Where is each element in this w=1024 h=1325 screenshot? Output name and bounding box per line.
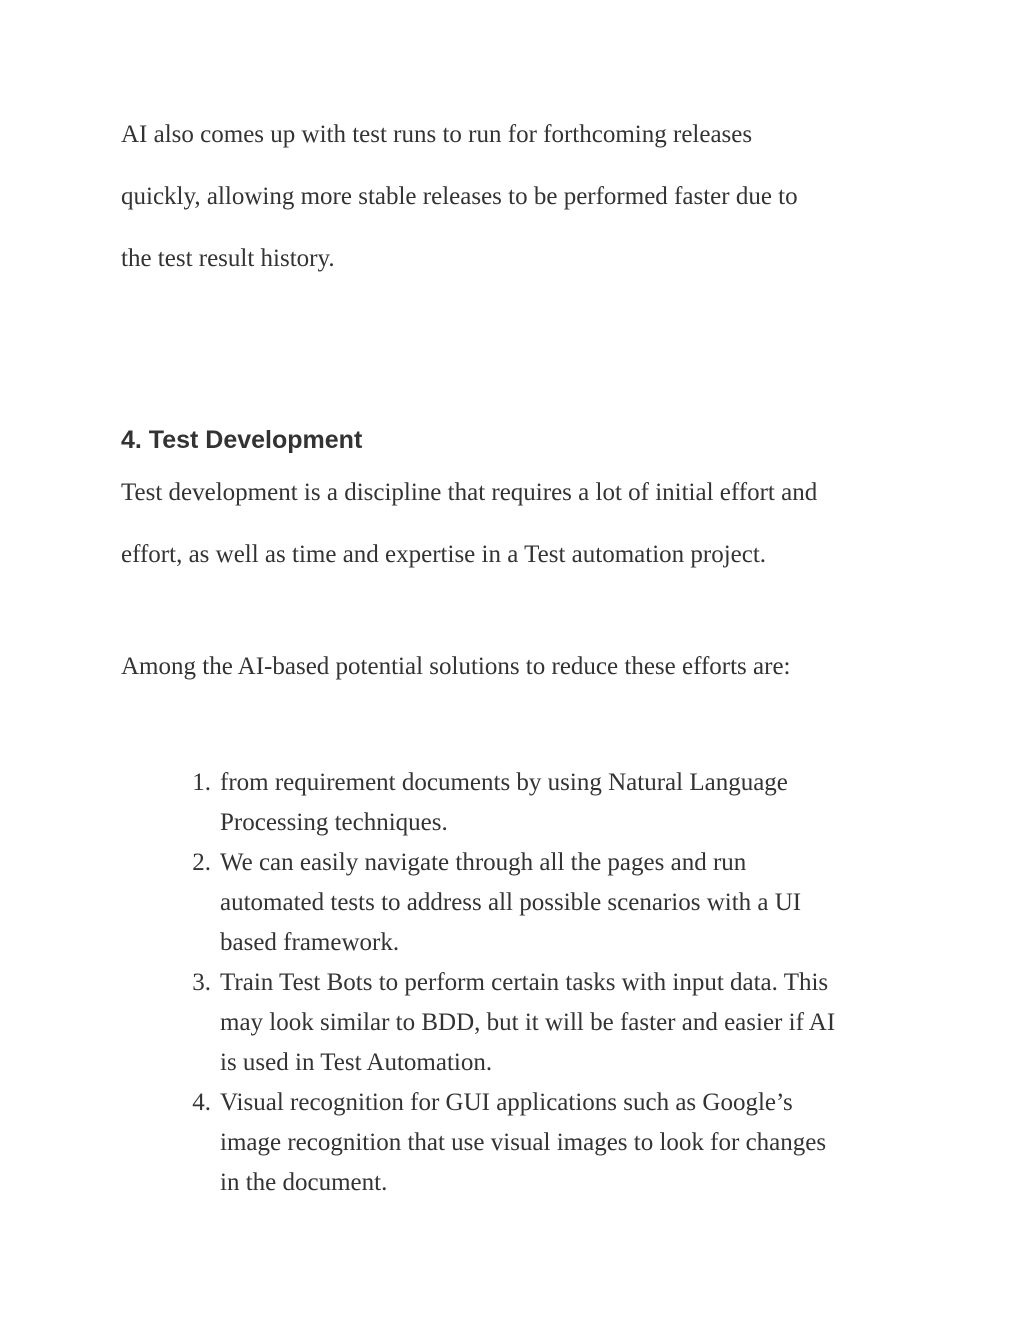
list-item-line: We can easily navigate through all the pages and run: [220, 849, 747, 876]
list-item-line: based framework.: [220, 929, 400, 956]
list-lead-in: Among the AI-based potential solutions to reduce these efforts are:: [121, 653, 791, 680]
list-item-number: 4.: [192, 1089, 211, 1116]
section-paragraph-line: effort, as well as time and expertise in a Test automation project.: [121, 541, 767, 568]
list-item-line: may look similar to BDD, but it will be faster and easier if AI: [220, 1009, 836, 1036]
list-item-line: in the document.: [220, 1169, 388, 1196]
list-item-line: automated tests to address all possible scenarios with a UI: [220, 889, 802, 916]
list-item-line: Visual recognition for GUI applications such as Google’s: [220, 1089, 793, 1116]
list-item-number: 1.: [192, 769, 211, 796]
list-item-line: image recognition that use visual images to look for changes: [220, 1129, 827, 1156]
section-paragraph-line: Test development is a discipline that requires a lot of initial effort and: [121, 479, 818, 506]
list-item-line: is used in Test Automation.: [220, 1049, 493, 1076]
intro-line: the test result history.: [121, 245, 335, 272]
list-item-line: Processing techniques.: [220, 809, 448, 836]
list-item-line: Train Test Bots to perform certain tasks with input data. This: [220, 969, 829, 996]
list-item-line: from requirement documents by using Natural Language: [220, 769, 788, 796]
list-item-number: 3.: [192, 969, 211, 996]
section-heading: 4. Test Development: [121, 426, 363, 454]
intro-line: AI also comes up with test runs to run for forthcoming releases: [121, 121, 753, 148]
intro-line: quickly, allowing more stable releases to be performed faster due to: [121, 183, 798, 210]
list-item-number: 2.: [192, 849, 211, 876]
